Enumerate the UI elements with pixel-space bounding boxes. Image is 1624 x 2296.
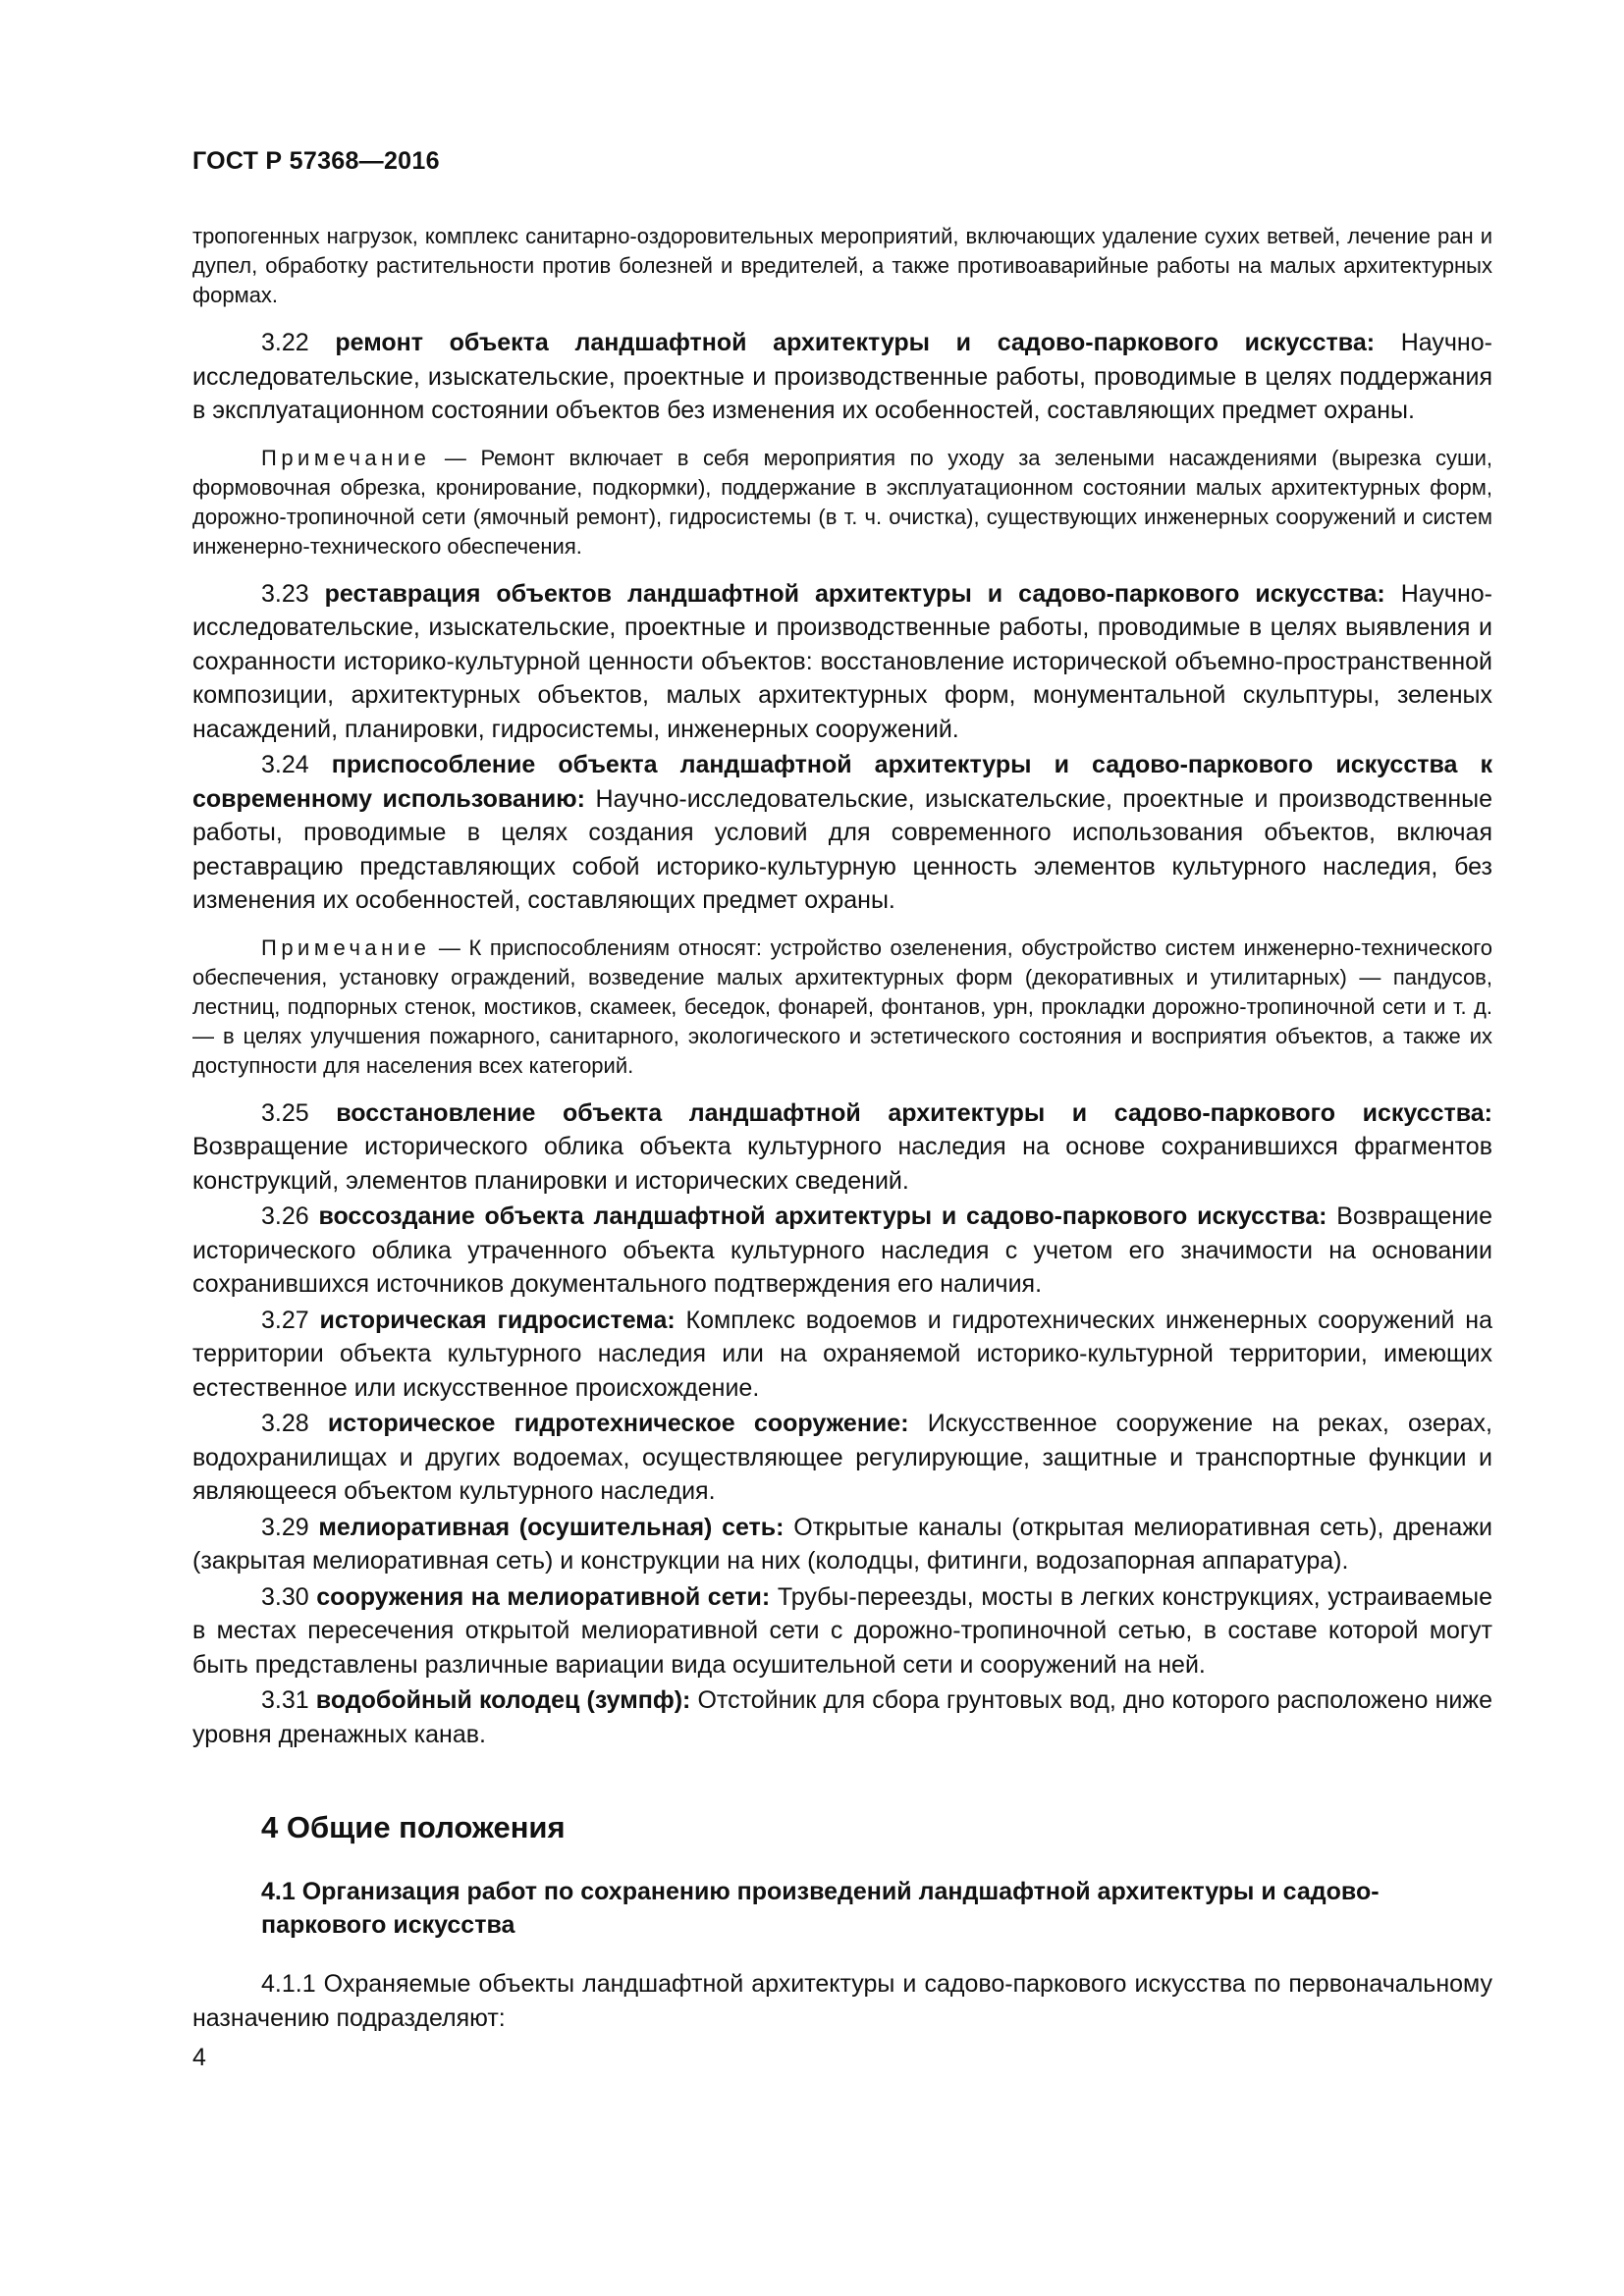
- note-text: — К приспособлениям относят: устройство озеленения, обустройство систем инженерно-технического обеспечения, установку ограждений, возведение малых архитектурных форм (декоративных и утилитарных) — пандусов, лестниц, подпорных стенок, мостиков, скамеек, беседок, фонарей, фонтанов, урн, прокладки дорожно-тропиночной сети и т. д. — в целях улучшения пожарного, санитарного, экологического и эстетического состояния и восприятия объектов, а также их доступности для населения всех категорий.: [192, 934, 1492, 1078]
- term-number: 3.23: [261, 579, 309, 608]
- term-name: реставрация объектов ландшафтной архитектуры и садово-паркового искусства:: [324, 579, 1385, 608]
- term-definition: Открытые каналы (открытая мелиоративная сеть), дренажи (закрытая мелиоративная сеть) и конструкции на них (колодцы, фитинги, водозапорная аппаратура).: [192, 1513, 1493, 1575]
- note-label: Примечание: [261, 445, 431, 470]
- section-heading: 4 Общие положения: [261, 1810, 566, 1844]
- term-name: восстановление объекта ландшафтной архитектуры и садово-паркового искусства:: [336, 1098, 1493, 1127]
- note-label: Примечание: [261, 934, 431, 960]
- term-number: 3.26: [261, 1202, 309, 1230]
- term-number: 3.22: [261, 329, 309, 356]
- term-name: приспособление объекта ландшафтной архитектуры и садово-паркового искусства к современному использованию:: [192, 751, 1492, 813]
- term-3-28: [192, 1407, 1492, 1509]
- term-name: воссоздание объекта ландшафтной архитектуры и садово-паркового искусства:: [318, 1202, 1327, 1230]
- term-definition: Искусственное сооружение на реках, озерах, водохранилищах и других водоемах, осуществляющее регулирующие, защитные и транспортные функции и являющееся объектом культурного наследия.: [192, 1410, 1492, 1505]
- term-3-30: [192, 1580, 1492, 1682]
- term-definition: Возвращение исторического облика утраченного объекта культурного наследия с учетом его значимости на основании сохранившихся источников документального подтверждения его наличия.: [192, 1202, 1492, 1298]
- term-definition: Комплекс водоемов и гидротехнических инженерных сооружений на территории объекта культурного наследия или на охраняемой историко-культурной территории, имеющих естественное или искусственное происхождение.: [192, 1306, 1492, 1402]
- note-text: — Ремонт включает в себя мероприятия по уходу за зелеными насаждениями (вырезка суши, формовочная обрезка, кронирование, подкормки), поддержание в эксплуатационном состоянии малых архитектурных форм, дорожно-тропиночной сети (ямочный ремонт), гидросистемы (в т. ч. очистка), существующих инженерных сооружений и систем инженерно-технического обеспечения.: [192, 445, 1492, 559]
- page-content: [192, 222, 1492, 2035]
- note-3-24: [192, 934, 1492, 1081]
- term-definition: Научно-исследовательские, изыскательские, проектные и производственные работы, проводимые в целях создания условий для современного использования объектов, включая реставрацию представляющих собой историко-культурную ценность элементов культурного наследия, без изменения их особенностей, составляющих предмет охраны.: [192, 784, 1493, 914]
- term-name: историческое гидротехническое сооружение:: [327, 1410, 909, 1437]
- term-3-29: [192, 1511, 1492, 1578]
- term-name: историческая гидросистема:: [319, 1306, 676, 1334]
- term-definition: Трубы-переезды, мосты в легких конструкциях, устраиваемые в местах пересечения открытой мелиоративной сети с дорожно-тропиночной сетью, в составе которой могут быть представлены различные вариации вида осушительной сети и сооружений на ней.: [192, 1582, 1492, 1679]
- note-3-22: [192, 444, 1492, 561]
- page-number: 4: [192, 2044, 206, 2071]
- term-name: мелиоративная (осушительная) сеть:: [318, 1513, 785, 1541]
- term-name: ремонт объекта ландшафтной архитектуры и садово-паркового искусства:: [335, 329, 1376, 356]
- document-header: ГОСТ Р 57368—2016: [192, 147, 440, 175]
- term-definition: Научно-исследовательские, изыскательские, проектные и производственные работы, проводимые в целях выявления и сохранности историко-культурной ценности объектов: восстановление исторической объемно-пространственной композиции, архитектурных объектов, малых архитектурных форм, монументальной скульптуры, зеленых насаждений, планировки, гидросистемы, инженерных сооружений.: [192, 579, 1492, 743]
- term-3-31: [192, 1683, 1492, 1751]
- term-number: 3.30: [261, 1582, 309, 1611]
- term-number: 3.25: [261, 1098, 309, 1127]
- term-number: 3.31: [261, 1686, 309, 1714]
- term-3-24: [192, 748, 1492, 918]
- term-3-26: [192, 1200, 1492, 1302]
- term-number: 3.28: [261, 1410, 309, 1437]
- term-definition: Отстойник для сбора грунтовых вод, дно которого расположено ниже уровня дренажных канав.: [192, 1686, 1492, 1748]
- term-name: сооружения на мелиоративной сети:: [316, 1582, 771, 1611]
- term-definition: Научно-исследовательские, изыскательские, проектные и производственные работы, проводимые в целях поддержания в эксплуатационном состоянии объектов без изменения их особенностей, составляющих предмет охраны.: [192, 329, 1492, 424]
- term-number: 3.27: [261, 1306, 309, 1334]
- term-name: водобойный колодец (зумпф):: [315, 1686, 691, 1714]
- paragraph-4-1-1: 4.1.1 Охраняемые объекты ландшафтной архитектуры и садово-паркового искусства по первоначальному назначению подразделяют:: [192, 1970, 1492, 2032]
- term-number: 3.24: [261, 751, 309, 778]
- subsection-heading: 4.1 Организация работ по сохранению произведений ландшафтной архитектуры и садово-паркового искусства: [261, 1878, 1380, 1939]
- term-3-22: [192, 326, 1492, 428]
- term-definition: Возвращение исторического облика объекта культурного наследия на основе сохранившихся фрагментов конструкций, элементов планировки и исторических сведений.: [192, 1133, 1492, 1195]
- term-3-27: [192, 1304, 1492, 1406]
- continuation-paragraph: тропогенных нагрузок, комплекс санитарно-оздоровительных мероприятий, включающих удаление сухих ветвей, лечение ран и дупел, обработку растительности против болезней и вредителей, а также противоаварийные работы на малых архитектурных формах.: [192, 224, 1492, 307]
- term-3-25: [192, 1096, 1492, 1199]
- term-number: 3.29: [261, 1513, 309, 1541]
- term-3-23: [192, 577, 1492, 747]
